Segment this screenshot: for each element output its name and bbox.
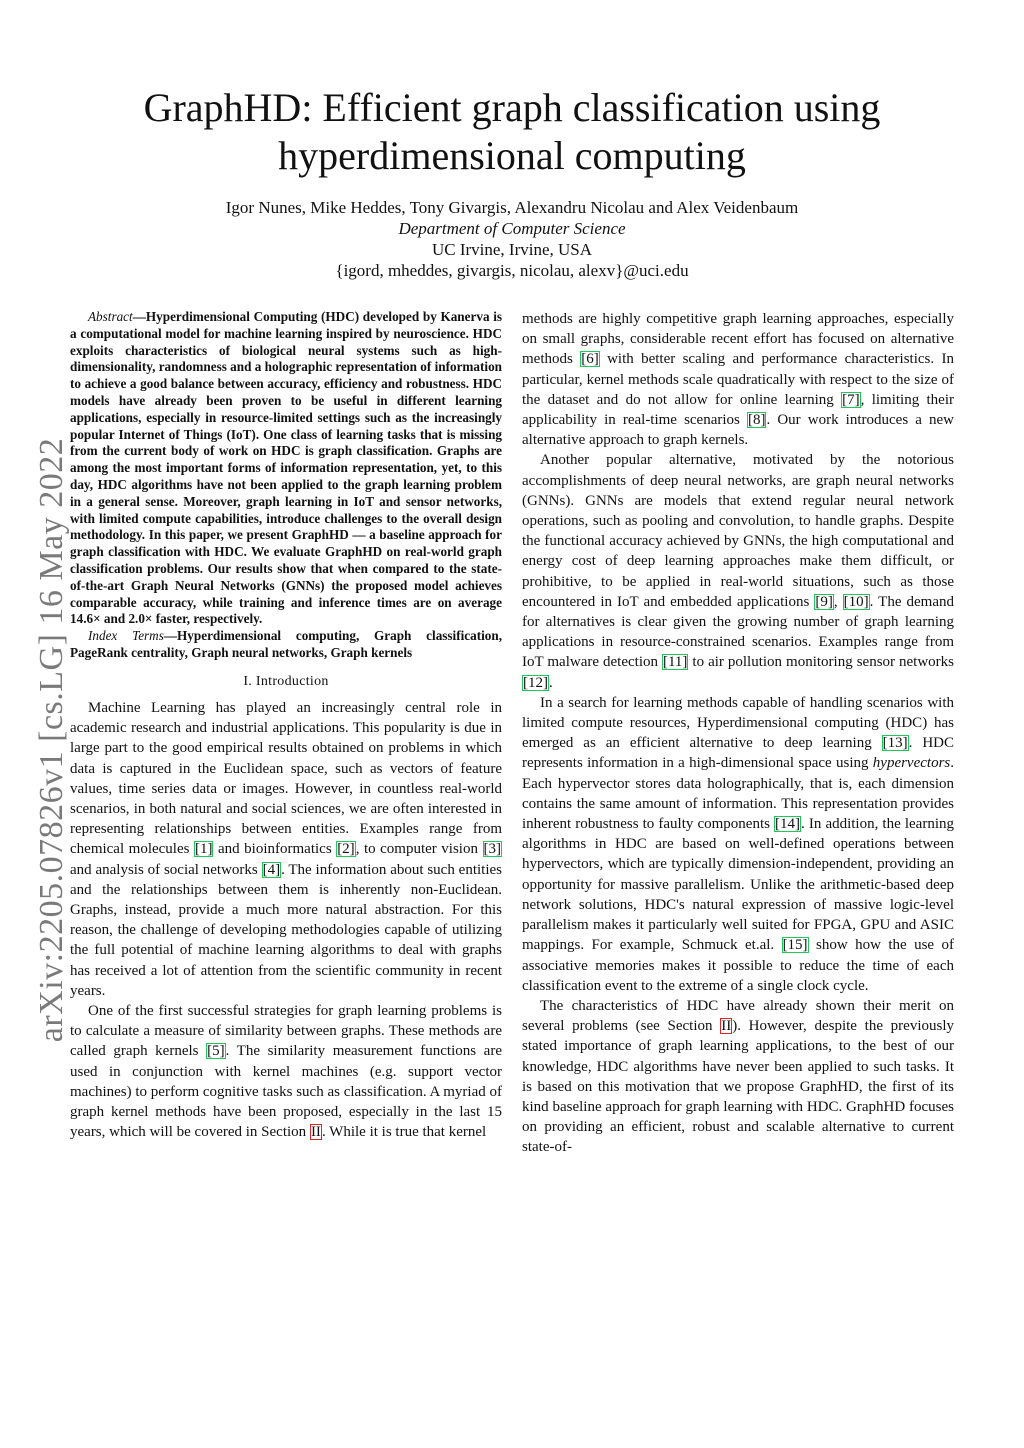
department: Department of Computer Science [398,219,626,238]
citation-link[interactable]: [3] [483,841,501,858]
text-run: In a search for learning methods capable of handling scenarios with limited compute resources, Hyperdimensional computing (HDC) has emerged as an efficient alternative to deep learning [522,694,954,752]
text-run: . The similarity measurement functions are used in conjunction with kernel machines (e.g. support vector machines) to perform cognitive tasks such as classification. A myriad of graph kernel methods have been proposed, especially in the last 15 years, which will be covered in Section [70,1043,502,1141]
text-run: ). However, despite the previously stated importance of graph learning applications, to the best of our knowledge, HDC algorithms have never been applied to such tasks. It is based on this motivation that we propose GraphHD, the first of its kind baseline approach for graph learning with HDC. GraphHD focuses on providing an efficient, robust and scalable alternative to current state-of- [522,1018,954,1156]
title-line-2: hyperdimensional computing [278,133,746,178]
text-run: Machine Learning has played an increasingly central role in academic research and industrial applications. This popularity is due in large part to the good empirical results obtained on problems in which data is captured in the Euclidean space, such as vectors of feature values, time series data or images. However, in countless real-world scenarios, in both natural and social sciences, we are often interested in representing relationships between entities. Examples range from chemical molecules [70,699,502,858]
text-run: Another popular alternative, motivated by the notorious accomplishments of deep neural networks, are graph neural networks (GNNs). GNNs are models that extend regular neural network operations, such as pooling and convolution, to handle graphs. Despite the functional accuracy achieved by GNNs, the high computational and energy cost of deep learning approaches make them difficult, or prohibitive, to be applied in real-world situations, such as those encountered in IoT and embedded applications [522,452,954,610]
text-run: with better scaling and performance characteristics. In particular, kernel methods scale quadratically with respect to the size of the dataset and do not allow for online learning [522,351,954,408]
citation-link[interactable]: [8] [747,412,766,429]
text-run: . [549,674,553,691]
citation-link[interactable]: [15] [782,937,808,954]
index-terms-text: —Hyperdimensional computing, Graph classification, PageRank centrality, Graph neural networks, Graph kernels [70,628,502,660]
section-heading-introduction: I. Introduction [243,673,329,689]
paragraph [70,1001,502,1142]
arxiv-identifier: arXiv:2205.07826v1 [cs.LG] 16 May 2022 [33,437,70,1043]
text-run: One of the first successful strategies for graph learning problems is to calculate a measure of similarity between graphs. These methods are called graph kernels [70,1002,502,1060]
paragraph [522,996,954,1158]
text-run: . Our work introduces a new alternative approach to graph kernels. [522,412,954,449]
right-column [522,309,954,1158]
paragraph [522,450,954,692]
section-link[interactable]: II [310,1124,321,1141]
citation-link[interactable]: [13] [882,735,908,752]
citation-link[interactable]: [12] [523,674,548,691]
text-run: , [833,593,843,610]
text-run: show how the use of associative memories makes it possible to reduce the time of each classification event to the extreme of a single clock cycle. [522,937,954,994]
citation-link[interactable]: [10] [843,593,869,610]
citation-link[interactable]: [2] [337,841,355,858]
abstract-label: Abstract [88,309,133,324]
section-link[interactable]: II [721,1018,732,1035]
citation-link[interactable]: [4] [262,861,281,878]
paragraph [522,693,954,996]
citation-link[interactable]: [11] [662,654,688,671]
text-run: . HDC represents information in a high-dimensional space using [522,735,954,772]
email: {igord, mheddes, givargis, nicolau, alexv}@uci.edu [335,261,689,280]
text-run: methods are highly competitive graph learning approaches, especially on small graphs, considerable recent effort has focused on alternative methods [522,311,954,368]
paragraph [522,309,954,450]
emphasis: hypervectors [872,755,951,772]
author-block [0,197,1024,281]
index-terms-label: Index Terms [88,628,164,644]
index-terms [70,628,502,662]
text-run: . The demand for alternatives is clear given the growing number of graph learning applications in resource-constrained scenarios. Examples range from IoT malware detection [522,593,954,671]
left-column [70,309,502,1142]
affiliation: UC Irvine, Irvine, USA [431,240,593,259]
text-run: , to computer vision [355,841,483,858]
citation-link[interactable]: [1] [194,841,213,858]
text-run: , limiting their applicability in real-time scenarios [522,391,955,429]
paragraph [70,698,502,1001]
paper-title [0,84,1024,180]
text-run: . While it is true that kernel [321,1124,487,1141]
citation-link[interactable]: [14] [775,816,801,833]
title-line-1: GraphHD: Efficient graph classification using [143,85,881,130]
text-run: to air pollution monitoring sensor networks [688,654,955,671]
abstract [70,309,502,628]
citation-link[interactable]: [6] [581,351,599,368]
abstract-text: —Hyperdimensional Computing (HDC) developed by Kanerva is a computational model for machine learning inspired by neuroscience. HDC exploits characteristics of biological neural systems such as high-dimensionality, randomness and a holographic representation of information to achieve a good balance between accuracy, efficiency and robustness. HDC models have already been proven to be useful in different learning applications, especially in resource-limited settings such as the increasingly popular Internet of Things (IoT). One class of learning tasks that is missing from the current body of work on HDC is graph classification. Graphs are among the most important forms of information representation, yet, to this day, HDC algorithms have not been applied to the graph learning problem in a general sense. Moreover, graph learning in IoT and sensor networks, with limited compute capabilities, introduce challenges to the overall design methodology. In this paper, we present GraphHD — a baseline approach for graph classification with HDC. We evaluate GraphHD on real-world graph classification problems. Our results show that when compared to the state-of-the-art Graph Neural Networks (GNNs) the proposed model achieves comparable accuracy, while training and inference times are on average 14.6× and 2.0× faster, respectively. [70,309,502,627]
citation-link[interactable]: [9] [815,593,833,610]
text-run: . The information about such entities and the relationships between them is inherently non-Euclidean. Graphs, instead, provide a much more natural abstraction. For this reason, the challenge of developing methodologies capable of utilizing the full potential of machine learning algorithms to deal with graphs has received a lot of attention from the scientific community in recent years. [70,861,502,999]
citation-link[interactable]: [5] [207,1043,225,1060]
text-run: and analysis of social networks [70,861,262,878]
author-names: Igor Nunes, Mike Heddes, Tony Givargis, Alexandru Nicolau and Alex Veidenbaum [225,198,799,217]
text-run: The characteristics of HDC have already shown their merit on several problems (see Section [522,997,954,1035]
text-run: . Each hypervector stores data holographically, that is, each dimension contains the same amount of information. This representation provides inherent robustness to faulty components [522,755,954,833]
text-run: . In addition, the learning algorithms in HDC are based on well-defined operations between hypervectors, which are typically dimension-independent, providing an opportunity for massive parallelism. Unlike the arithmetic-based deep network solutions, HDC's natural expression of massive logic-level parallelism makes it particularly well suited for FPGA, GPU and ASIC mappings. For example, Schmuck et.al. [522,816,954,954]
text-run: and bioinformatics [213,841,337,858]
citation-link[interactable]: [7] [842,391,860,408]
